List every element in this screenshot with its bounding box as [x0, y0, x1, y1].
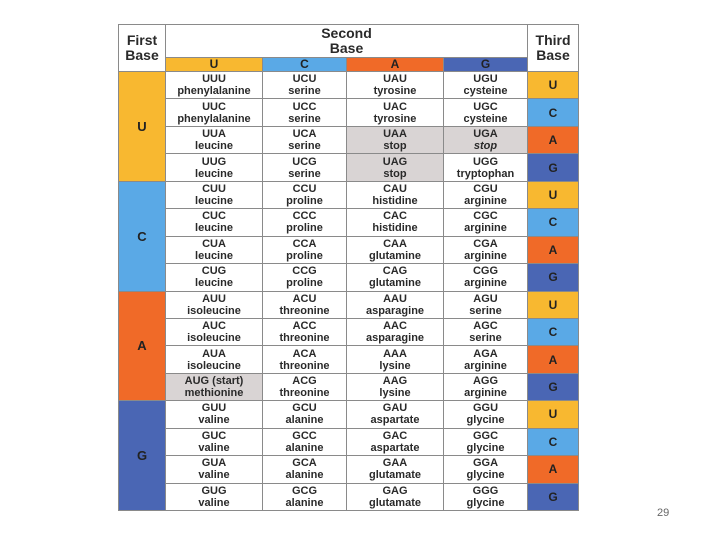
- codon-text: UUA: [202, 128, 226, 141]
- codon-cell: [444, 126, 528, 153]
- codon-cell: [166, 401, 263, 428]
- amino-acid-text: arginine: [464, 359, 507, 372]
- codon-text: UGC: [473, 100, 498, 113]
- codon-text: CCU: [292, 182, 317, 195]
- codon-text: UUG: [201, 155, 227, 168]
- table-row: [119, 291, 579, 318]
- codon-cell: [263, 72, 347, 99]
- amino-acid-text: glycine: [466, 469, 505, 482]
- codon-text: UCG: [292, 155, 317, 168]
- amino-acid-text: methionine: [184, 387, 244, 400]
- amino-acid-text: cysteine: [463, 112, 508, 125]
- first-base-G: G: [119, 401, 166, 511]
- codon-cell: [166, 154, 263, 181]
- amino-acid-text: histidine: [372, 194, 418, 207]
- codon-cell: [263, 401, 347, 428]
- amino-acid-text: asparagine: [365, 304, 425, 317]
- amino-acid-text: phenylalanine: [177, 85, 251, 98]
- codon-cell: [166, 483, 263, 510]
- codon-cell: [347, 209, 444, 236]
- second-base-G: G: [444, 58, 528, 72]
- codon-cell: [166, 373, 263, 400]
- codon-cell: [444, 401, 528, 428]
- third-base-U: U: [528, 401, 579, 428]
- table-row: [119, 209, 579, 236]
- codon-cell: [347, 318, 444, 345]
- codon-cell: [444, 99, 528, 126]
- table-row: [119, 154, 579, 181]
- third-base-G: G: [528, 483, 579, 510]
- codon-cell: [166, 181, 263, 208]
- amino-acid-text: aspartate: [370, 414, 420, 427]
- amino-acid-text: leucine: [195, 249, 233, 262]
- codon-text: CUG: [201, 265, 227, 278]
- amino-acid-text: leucine: [195, 277, 233, 290]
- codon-text: GCC: [292, 429, 317, 442]
- codon-text: GUC: [201, 429, 227, 442]
- amino-acid-text: tyrosine: [373, 112, 417, 125]
- amino-acid-text: threonine: [279, 359, 330, 372]
- codon-text: CUA: [202, 237, 226, 250]
- codon-text: CAG: [382, 265, 408, 278]
- amino-acid-text: leucine: [195, 194, 233, 207]
- codon-text: UUC: [202, 100, 226, 113]
- codon-text: CAA: [383, 237, 407, 250]
- codon-cell: [347, 264, 444, 291]
- table-row: [119, 346, 579, 373]
- amino-acid-text: isoleucine: [187, 359, 241, 372]
- third-base-C: C: [528, 99, 579, 126]
- third-base-A: A: [528, 346, 579, 373]
- second-base-header-line2: Base: [329, 40, 364, 56]
- codon-text: GGC: [472, 429, 499, 442]
- codon-cell: [166, 264, 263, 291]
- codon-text: CCC: [292, 210, 317, 223]
- codon-text: AGC: [473, 320, 498, 333]
- codon-cell: [347, 236, 444, 263]
- amino-acid-text: arginine: [464, 249, 507, 262]
- table-row: [119, 401, 579, 428]
- amino-acid-text: alanine: [285, 496, 324, 509]
- codon-cell: [263, 291, 347, 318]
- second-base-A: A: [347, 58, 444, 72]
- codon-text: CAC: [383, 210, 407, 223]
- codon-text: AGU: [473, 292, 498, 305]
- codon-cell: [263, 483, 347, 510]
- second-base-C: C: [263, 58, 347, 72]
- third-base-A: A: [528, 456, 579, 483]
- amino-acid-text: stop: [383, 140, 407, 153]
- codon-cell: [166, 236, 263, 263]
- codon-cell: [444, 72, 528, 99]
- amino-acid-text: proline: [286, 222, 323, 235]
- third-base-header: [528, 25, 579, 72]
- codon-cell: [444, 373, 528, 400]
- amino-acid-text: phenylalanine: [177, 112, 251, 125]
- codon-table-body: [119, 72, 579, 511]
- codon-cell: [263, 264, 347, 291]
- codon-text: GCA: [292, 457, 317, 470]
- codon-cell: [444, 291, 528, 318]
- codon-text: GAA: [382, 457, 408, 470]
- table-row: [119, 264, 579, 291]
- third-base-U: U: [528, 181, 579, 208]
- codon-text: GUG: [201, 484, 227, 497]
- amino-acid-text: alanine: [285, 441, 324, 454]
- codon-cell: [166, 72, 263, 99]
- codon-cell: [263, 456, 347, 483]
- codon-text: UAA: [383, 128, 407, 141]
- codon-cell: [263, 99, 347, 126]
- codon-cell: [444, 209, 528, 236]
- codon-cell: [263, 126, 347, 153]
- codon-text: UGU: [473, 73, 498, 86]
- amino-acid-text: leucine: [195, 222, 233, 235]
- amino-acid-text: lysine: [379, 387, 411, 400]
- first-base-header: [119, 25, 166, 72]
- third-base-C: C: [528, 209, 579, 236]
- amino-acid-text: threonine: [279, 332, 330, 345]
- codon-text: AAU: [383, 292, 407, 305]
- amino-acid-text: stop: [383, 167, 407, 180]
- codon-cell: [444, 236, 528, 263]
- codon-text: UUU: [202, 73, 226, 86]
- amino-acid-text: isoleucine: [187, 304, 241, 317]
- codon-cell: [263, 154, 347, 181]
- codon-text: AGG: [472, 375, 499, 388]
- codon-cell: [347, 428, 444, 455]
- table-row: [119, 126, 579, 153]
- codon-cell: [166, 126, 263, 153]
- codon-text: UCU: [292, 73, 317, 86]
- third-base-U: U: [528, 72, 579, 99]
- codon-cell: [263, 373, 347, 400]
- codon-text: GUU: [201, 402, 227, 415]
- amino-acid-text: threonine: [279, 304, 330, 317]
- table-row: [119, 428, 579, 455]
- codon-cell: [444, 456, 528, 483]
- amino-acid-text: arginine: [464, 194, 507, 207]
- amino-acid-text: leucine: [195, 140, 233, 153]
- amino-acid-text: threonine: [279, 387, 330, 400]
- codon-cell: [444, 318, 528, 345]
- codon-text: GGA: [472, 457, 499, 470]
- codon-cell: [347, 346, 444, 373]
- codon-text: CGU: [473, 182, 498, 195]
- codon-text: UGA: [473, 128, 498, 141]
- codon-cell: [444, 264, 528, 291]
- codon-cell: [263, 209, 347, 236]
- amino-acid-text: stop: [473, 140, 498, 153]
- amino-acid-text: arginine: [464, 222, 507, 235]
- codon-text: ACC: [292, 320, 317, 333]
- table-row: [119, 72, 579, 99]
- codon-text: AAC: [383, 320, 407, 333]
- first-base-C: C: [119, 181, 166, 291]
- codon-text: CCG: [292, 265, 317, 278]
- amino-acid-text: valine: [198, 414, 230, 427]
- codon-text: AAA: [383, 347, 407, 360]
- codon-cell: [444, 154, 528, 181]
- amino-acid-text: alanine: [285, 414, 324, 427]
- codon-cell: [166, 209, 263, 236]
- third-base-G: G: [528, 373, 579, 400]
- third-base-G: G: [528, 264, 579, 291]
- table-row: [119, 99, 579, 126]
- amino-acid-text: alanine: [285, 469, 324, 482]
- amino-acid-text: tryptophan: [456, 167, 515, 180]
- amino-acid-text: serine: [288, 167, 321, 180]
- codon-cell: [263, 346, 347, 373]
- amino-acid-text: serine: [288, 140, 321, 153]
- codon-cell: [347, 99, 444, 126]
- codon-text: CGA: [473, 237, 498, 250]
- codon-text: GAG: [382, 484, 408, 497]
- codon-cell: [347, 401, 444, 428]
- codon-text: UGG: [472, 155, 499, 168]
- third-base-A: A: [528, 236, 579, 263]
- amino-acid-text: glycine: [466, 496, 505, 509]
- codon-text: GAU: [382, 402, 408, 415]
- table-row: [119, 181, 579, 208]
- amino-acid-text: glutamate: [369, 469, 421, 482]
- codon-cell: [347, 291, 444, 318]
- codon-text: CUU: [202, 182, 226, 195]
- codon-text: UAU: [383, 73, 407, 86]
- codon-text: CAU: [383, 182, 407, 195]
- amino-acid-text: aspartate: [370, 441, 420, 454]
- first-base-header-line2: Base: [125, 47, 159, 63]
- codon-cell: [166, 346, 263, 373]
- amino-acid-text: tyrosine: [373, 85, 417, 98]
- amino-acid-text: valine: [198, 469, 230, 482]
- amino-acid-text: serine: [288, 112, 321, 125]
- third-base-G: G: [528, 154, 579, 181]
- codon-text: ACU: [292, 292, 317, 305]
- amino-acid-text: glycine: [466, 414, 505, 427]
- codon-cell: [263, 318, 347, 345]
- amino-acid-text: arginine: [464, 387, 507, 400]
- codon-cell: [166, 99, 263, 126]
- third-base-C: C: [528, 428, 579, 455]
- table-row: [119, 456, 579, 483]
- amino-acid-text: isoleucine: [187, 332, 241, 345]
- codon-text: UCA: [292, 128, 317, 141]
- table-row: [119, 373, 579, 400]
- codon-cell: [347, 126, 444, 153]
- codon-text: GAC: [382, 429, 408, 442]
- third-base-C: C: [528, 318, 579, 345]
- first-base-header-line1: First: [126, 32, 158, 48]
- amino-acid-text: proline: [286, 277, 323, 290]
- amino-acid-text: valine: [198, 441, 230, 454]
- amino-acid-text: histidine: [372, 222, 418, 235]
- codon-cell: [347, 456, 444, 483]
- codon-text: CGG: [472, 265, 499, 278]
- codon-cell: [347, 72, 444, 99]
- table-row: [119, 483, 579, 510]
- codon-text: AAG: [382, 375, 408, 388]
- codon-cell: [166, 456, 263, 483]
- page-number: 29: [657, 507, 670, 519]
- amino-acid-text: glutamine: [369, 277, 421, 290]
- codon-cell: [347, 483, 444, 510]
- codon-cell: [347, 373, 444, 400]
- codon-text: UAG: [382, 155, 408, 168]
- amino-acid-text: arginine: [464, 277, 507, 290]
- amino-acid-text: glycine: [466, 441, 505, 454]
- codon-cell: [444, 346, 528, 373]
- codon-text: AUU: [202, 292, 226, 305]
- codon-cell: [166, 428, 263, 455]
- codon-text: AUA: [202, 347, 226, 360]
- genetic-code-table: [118, 24, 579, 511]
- codon-text: GCG: [291, 484, 318, 497]
- codon-text: ACG: [292, 375, 317, 388]
- codon-text: AGA: [473, 347, 498, 360]
- amino-acid-text: glutamate: [369, 496, 421, 509]
- codon-text: UAC: [383, 100, 407, 113]
- codon-text: ACA: [292, 347, 317, 360]
- codon-cell: [444, 428, 528, 455]
- first-base-A: A: [119, 291, 166, 401]
- amino-acid-text: valine: [198, 496, 230, 509]
- table-row: [119, 236, 579, 263]
- third-base-A: A: [528, 126, 579, 153]
- codon-text: UCC: [292, 100, 317, 113]
- codon-cell: [166, 318, 263, 345]
- third-base-U: U: [528, 291, 579, 318]
- codon-text: GCU: [292, 402, 317, 415]
- codon-text: GGU: [472, 402, 499, 415]
- codon-text: CCA: [292, 237, 317, 250]
- codon-cell: [166, 291, 263, 318]
- amino-acid-text: serine: [469, 332, 502, 345]
- third-base-header-line2: Base: [536, 47, 570, 63]
- table-row: [119, 318, 579, 345]
- codon-text: GUA: [201, 457, 227, 470]
- codon-cell: [444, 181, 528, 208]
- codon-text: AUC: [202, 320, 226, 333]
- amino-acid-text: glutamine: [369, 249, 421, 262]
- amino-acid-text: asparagine: [365, 332, 425, 345]
- codon-text: CUC: [202, 210, 226, 223]
- codon-text: GGG: [472, 484, 499, 497]
- amino-acid-text: lysine: [379, 359, 411, 372]
- first-base-U: U: [119, 72, 166, 182]
- codon-cell: [263, 181, 347, 208]
- codon-cell: [263, 236, 347, 263]
- codon-text: CGC: [473, 210, 498, 223]
- amino-acid-text: serine: [469, 304, 502, 317]
- codon-cell: [263, 428, 347, 455]
- amino-acid-text: leucine: [195, 167, 233, 180]
- codon-cell: [347, 154, 444, 181]
- second-base-header: [166, 25, 528, 58]
- second-base-header-line1: Second: [321, 25, 372, 41]
- amino-acid-text: proline: [286, 194, 323, 207]
- codon-cell: [444, 483, 528, 510]
- codon-cell: [347, 181, 444, 208]
- second-base-U: U: [166, 58, 263, 72]
- third-base-header-line1: Third: [535, 32, 571, 48]
- amino-acid-text: serine: [288, 85, 321, 98]
- amino-acid-text: proline: [286, 249, 323, 262]
- amino-acid-text: cysteine: [463, 85, 508, 98]
- codon-text: AUG (start): [184, 375, 244, 388]
